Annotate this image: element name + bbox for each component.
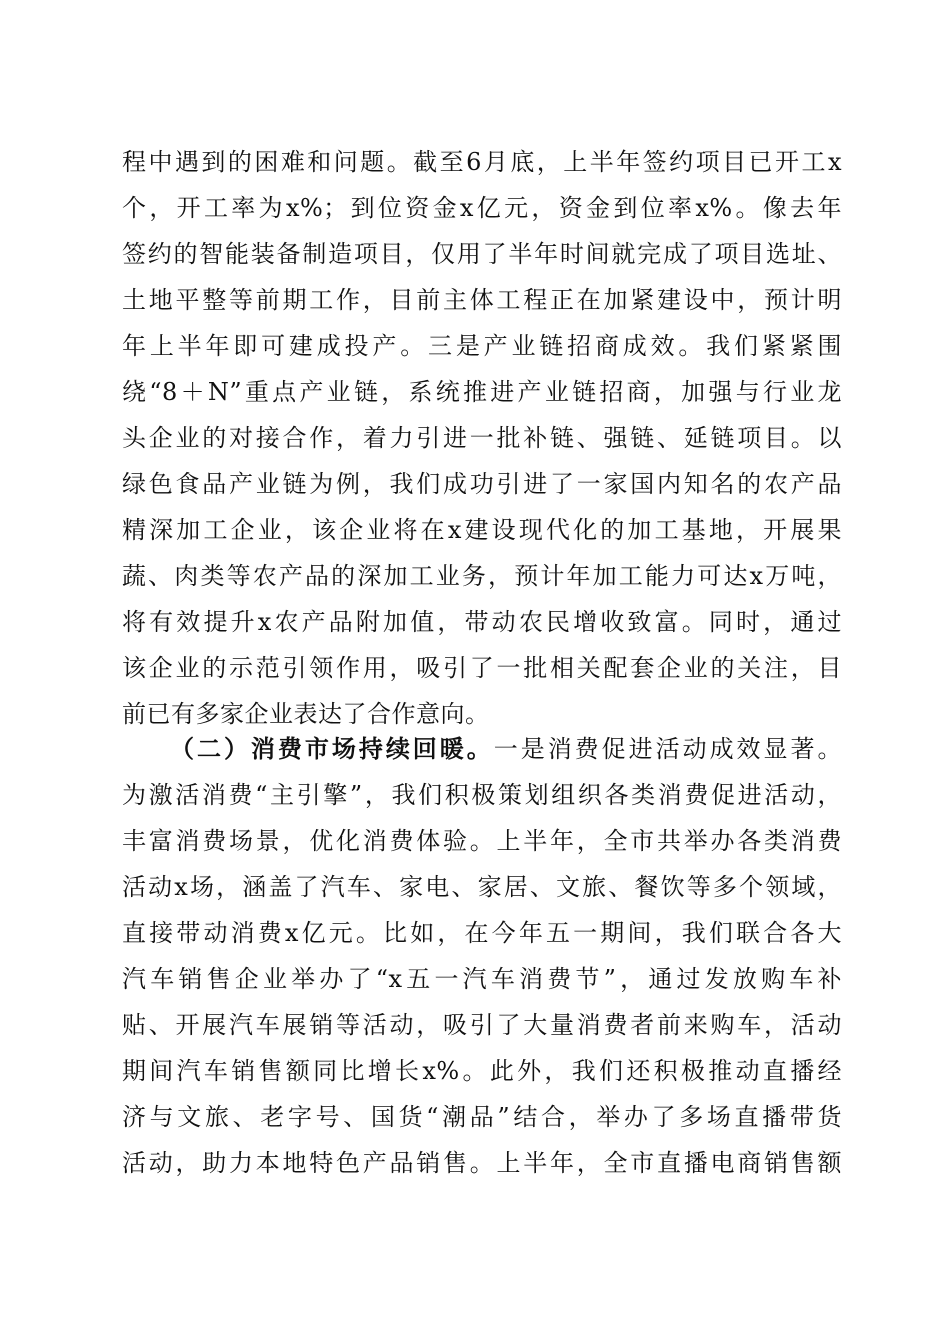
text-line: 绿色食品产业链为例，我们成功引进了一家国内知名的农产品 xyxy=(122,470,842,498)
text-line: 前已有多家企业表达了合作意向。 xyxy=(122,700,490,728)
text-line: 汽车销售企业举办了“x五一汽车消费节”，通过发放购车补 xyxy=(122,965,842,993)
text-line: 济与文旅、老字号、国货“潮品”结合，举办了多场直播带货 xyxy=(122,1103,842,1131)
text-line: 蔬、肉类等农产品的深加工业务，预计年加工能力可达x万吨， xyxy=(122,562,842,590)
text-line: 该企业的示范引领作用，吸引了一批相关配套企业的关注，目 xyxy=(122,654,842,682)
text-line: 将有效提升x农产品附加值，带动农民增收致富。同时，通过 xyxy=(122,608,842,636)
text-line: 直接带动消费x亿元。比如，在今年五一期间，我们联合各大 xyxy=(122,919,842,947)
text-line: 土地平整等前期工作，目前主体工程正在加紧建设中，预计明 xyxy=(122,286,842,314)
section-first-line-text: 一是消费促进活动成效显著。 xyxy=(493,735,842,763)
text-line: 精深加工企业，该企业将在x建设现代化的加工基地，开展果 xyxy=(122,516,842,544)
text-line: 绕“8＋N”重点产业链，系统推进产业链招商，加强与行业龙 xyxy=(122,378,842,406)
text-line: 丰富消费场景，优化消费体验。上半年，全市共举办各类消费 xyxy=(122,827,842,855)
text-line: 头企业的对接合作，着力引进一批补链、强链、延链项目。以 xyxy=(122,424,842,452)
section-first-line xyxy=(170,729,842,769)
text-line: 程中遇到的困难和问题。截至6月底，上半年签约项目已开工x xyxy=(122,148,842,176)
text-line: 年上半年即可建成投产。三是产业链招商成效。我们紧紧围 xyxy=(122,332,842,360)
text-line: 活动x场，涵盖了汽车、家电、家居、文旅、餐饮等多个领域， xyxy=(122,873,842,901)
text-line: 贴、开展汽车展销等活动，吸引了大量消费者前来购车，活动 xyxy=(122,1011,842,1039)
text-line: 活动，助力本地特色产品销售。上半年，全市直播电商销售额 xyxy=(122,1149,842,1177)
text-line: 个，开工率为x%；到位资金x亿元，资金到位率x%。像去年 xyxy=(122,194,842,222)
section-heading: （二）消费市场持续回暖。 xyxy=(170,734,494,763)
text-line: 签约的智能装备制造项目，仅用了半年时间就完成了项目选址、 xyxy=(122,240,842,268)
text-line: 为激活消费“主引擎”，我们积极策划组织各类消费促进活动， xyxy=(122,781,842,809)
text-line: 期间汽车销售额同比增长x%。此外，我们还积极推动直播经 xyxy=(122,1057,842,1085)
